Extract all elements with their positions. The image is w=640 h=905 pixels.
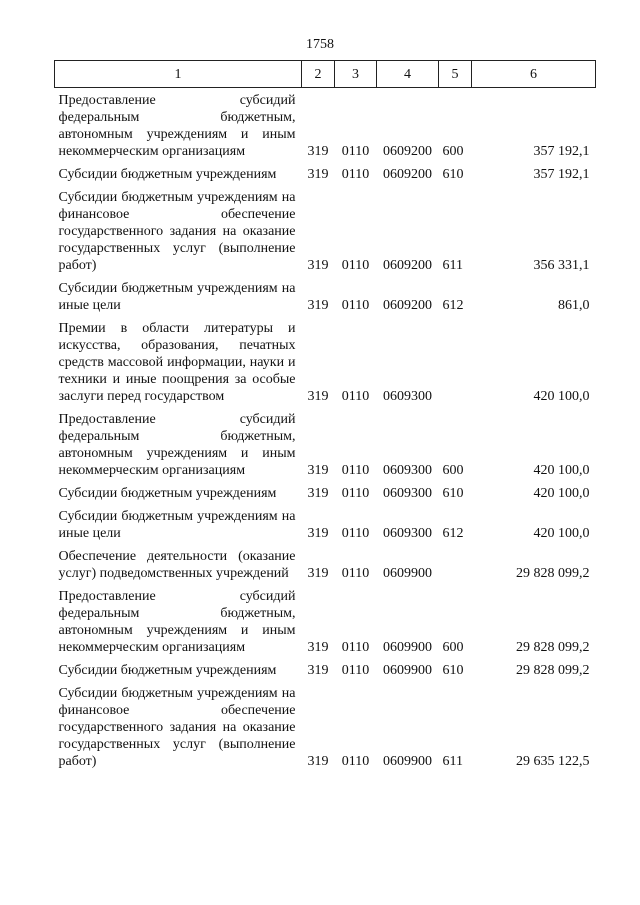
row-target-code: 0609200 — [383, 298, 432, 313]
row-ministry-code: 319 — [307, 663, 329, 678]
row-amount: 861,0 — [558, 298, 590, 313]
row-amount: 420 100,0 — [533, 463, 590, 478]
row-name: Обеспечение деятельности (оказание услуг) подведомственных учреждений — [58, 549, 296, 581]
row-ministry-code: 319 — [307, 298, 329, 313]
table-row — [55, 656, 596, 679]
row-target-code: 0609900 — [383, 640, 432, 655]
table-row — [55, 479, 596, 502]
row-amount: 357 192,1 — [533, 144, 590, 159]
row-section-code: 0110 — [341, 167, 370, 182]
row-amount: 29 828 099,2 — [516, 640, 590, 655]
row-expense-type: 611 — [442, 258, 463, 273]
row-amount: 356 331,1 — [533, 258, 590, 273]
row-name: Предоставление субсидий федеральным бюджетным, автономным учреждениям и иным некоммерческим организациям — [58, 412, 296, 478]
row-section-code: 0110 — [341, 566, 370, 581]
row-amount: 420 100,0 — [533, 486, 590, 501]
row-ministry-code: 319 — [307, 463, 329, 478]
row-target-code: 0609300 — [383, 389, 432, 404]
row-amount: 420 100,0 — [533, 389, 590, 404]
header-col-2: 2 — [302, 61, 335, 88]
row-target-code: 0609900 — [383, 663, 432, 678]
row-target-code: 0609200 — [383, 167, 432, 182]
row-ministry-code: 319 — [307, 167, 329, 182]
table-row — [55, 679, 596, 770]
row-section-code: 0110 — [341, 389, 370, 404]
table-row — [55, 274, 596, 314]
row-ministry-code: 319 — [307, 640, 329, 655]
row-expense-type: 600 — [442, 640, 464, 655]
row-ministry-code: 319 — [307, 566, 329, 581]
row-expense-type: 612 — [442, 298, 464, 313]
row-amount: 357 192,1 — [533, 167, 590, 182]
row-ministry-code: 319 — [307, 144, 329, 159]
row-ministry-code: 319 — [307, 389, 329, 404]
row-target-code: 0609300 — [383, 463, 432, 478]
table-row — [55, 582, 596, 656]
row-section-code: 0110 — [341, 486, 370, 501]
row-name: Субсидии бюджетным учреждениям на иные цели — [58, 281, 296, 313]
row-target-code: 0609300 — [383, 486, 432, 501]
row-target-code: 0609300 — [383, 526, 432, 541]
row-target-code: 0609200 — [383, 258, 432, 273]
row-expense-type — [439, 542, 472, 582]
row-name: Субсидии бюджетным учреждениям — [58, 663, 277, 678]
row-section-code: 0110 — [341, 463, 370, 478]
table-row — [55, 542, 596, 582]
header-col-6: 6 — [472, 61, 596, 88]
row-amount: 29 635 122,5 — [516, 754, 590, 769]
row-ministry-code: 319 — [307, 258, 329, 273]
row-amount: 420 100,0 — [533, 526, 590, 541]
row-name: Предоставление субсидий федеральным бюджетным, автономным учреждениям и иным некоммерческим организациям — [58, 589, 296, 655]
row-name: Субсидии бюджетным учреждениям на финансовое обеспечение государственного задания на оказание государственных услуг (выполнение работ) — [58, 686, 296, 769]
row-expense-type: 610 — [442, 663, 464, 678]
row-name: Субсидии бюджетным учреждениям — [58, 167, 277, 182]
row-expense-type: 600 — [442, 144, 464, 159]
table-row — [55, 88, 596, 161]
page-number: 1758 — [306, 37, 334, 52]
row-section-code: 0110 — [341, 258, 370, 273]
row-section-code: 0110 — [341, 754, 370, 769]
row-expense-type: 610 — [442, 486, 464, 501]
table-row — [55, 502, 596, 542]
header-col-4: 4 — [377, 61, 439, 88]
row-section-code: 0110 — [341, 298, 370, 313]
header-col-3: 3 — [335, 61, 377, 88]
row-target-code: 0609900 — [383, 754, 432, 769]
row-ministry-code: 319 — [307, 754, 329, 769]
row-amount: 29 828 099,2 — [516, 663, 590, 678]
row-name: Премии в области литературы и искусства, образования, печатных средств массовой информации, науки и техники и иные поощрения за особые заслуги перед государством — [58, 321, 296, 404]
row-section-code: 0110 — [341, 526, 370, 541]
header-col-1: 1 — [55, 61, 302, 88]
table-row — [55, 160, 596, 183]
row-expense-type — [439, 314, 472, 405]
row-ministry-code: 319 — [307, 486, 329, 501]
row-section-code: 0110 — [341, 663, 370, 678]
row-amount: 29 828 099,2 — [516, 566, 590, 581]
table-row — [55, 183, 596, 274]
row-expense-type: 612 — [442, 526, 464, 541]
row-section-code: 0110 — [341, 144, 370, 159]
header-row — [55, 61, 596, 88]
row-name: Субсидии бюджетным учреждениям — [58, 486, 277, 501]
row-expense-type: 610 — [442, 167, 464, 182]
row-expense-type: 600 — [442, 463, 464, 478]
row-section-code: 0110 — [341, 640, 370, 655]
header-col-5: 5 — [439, 61, 472, 88]
row-ministry-code: 319 — [307, 526, 329, 541]
row-name: Субсидии бюджетным учреждениям на иные цели — [58, 509, 296, 541]
row-expense-type: 611 — [442, 754, 463, 769]
row-target-code: 0609900 — [383, 566, 432, 581]
row-name: Предоставление субсидий федеральным бюджетным, автономным учреждениям и иным некоммерческим организациям — [58, 93, 296, 159]
row-name: Субсидии бюджетным учреждениям на финансовое обеспечение государственного задания на оказание государственных услуг (выполнение работ) — [58, 190, 296, 273]
table-row — [55, 405, 596, 479]
row-target-code: 0609200 — [383, 144, 432, 159]
budget-table — [54, 60, 596, 770]
table-row — [55, 314, 596, 405]
